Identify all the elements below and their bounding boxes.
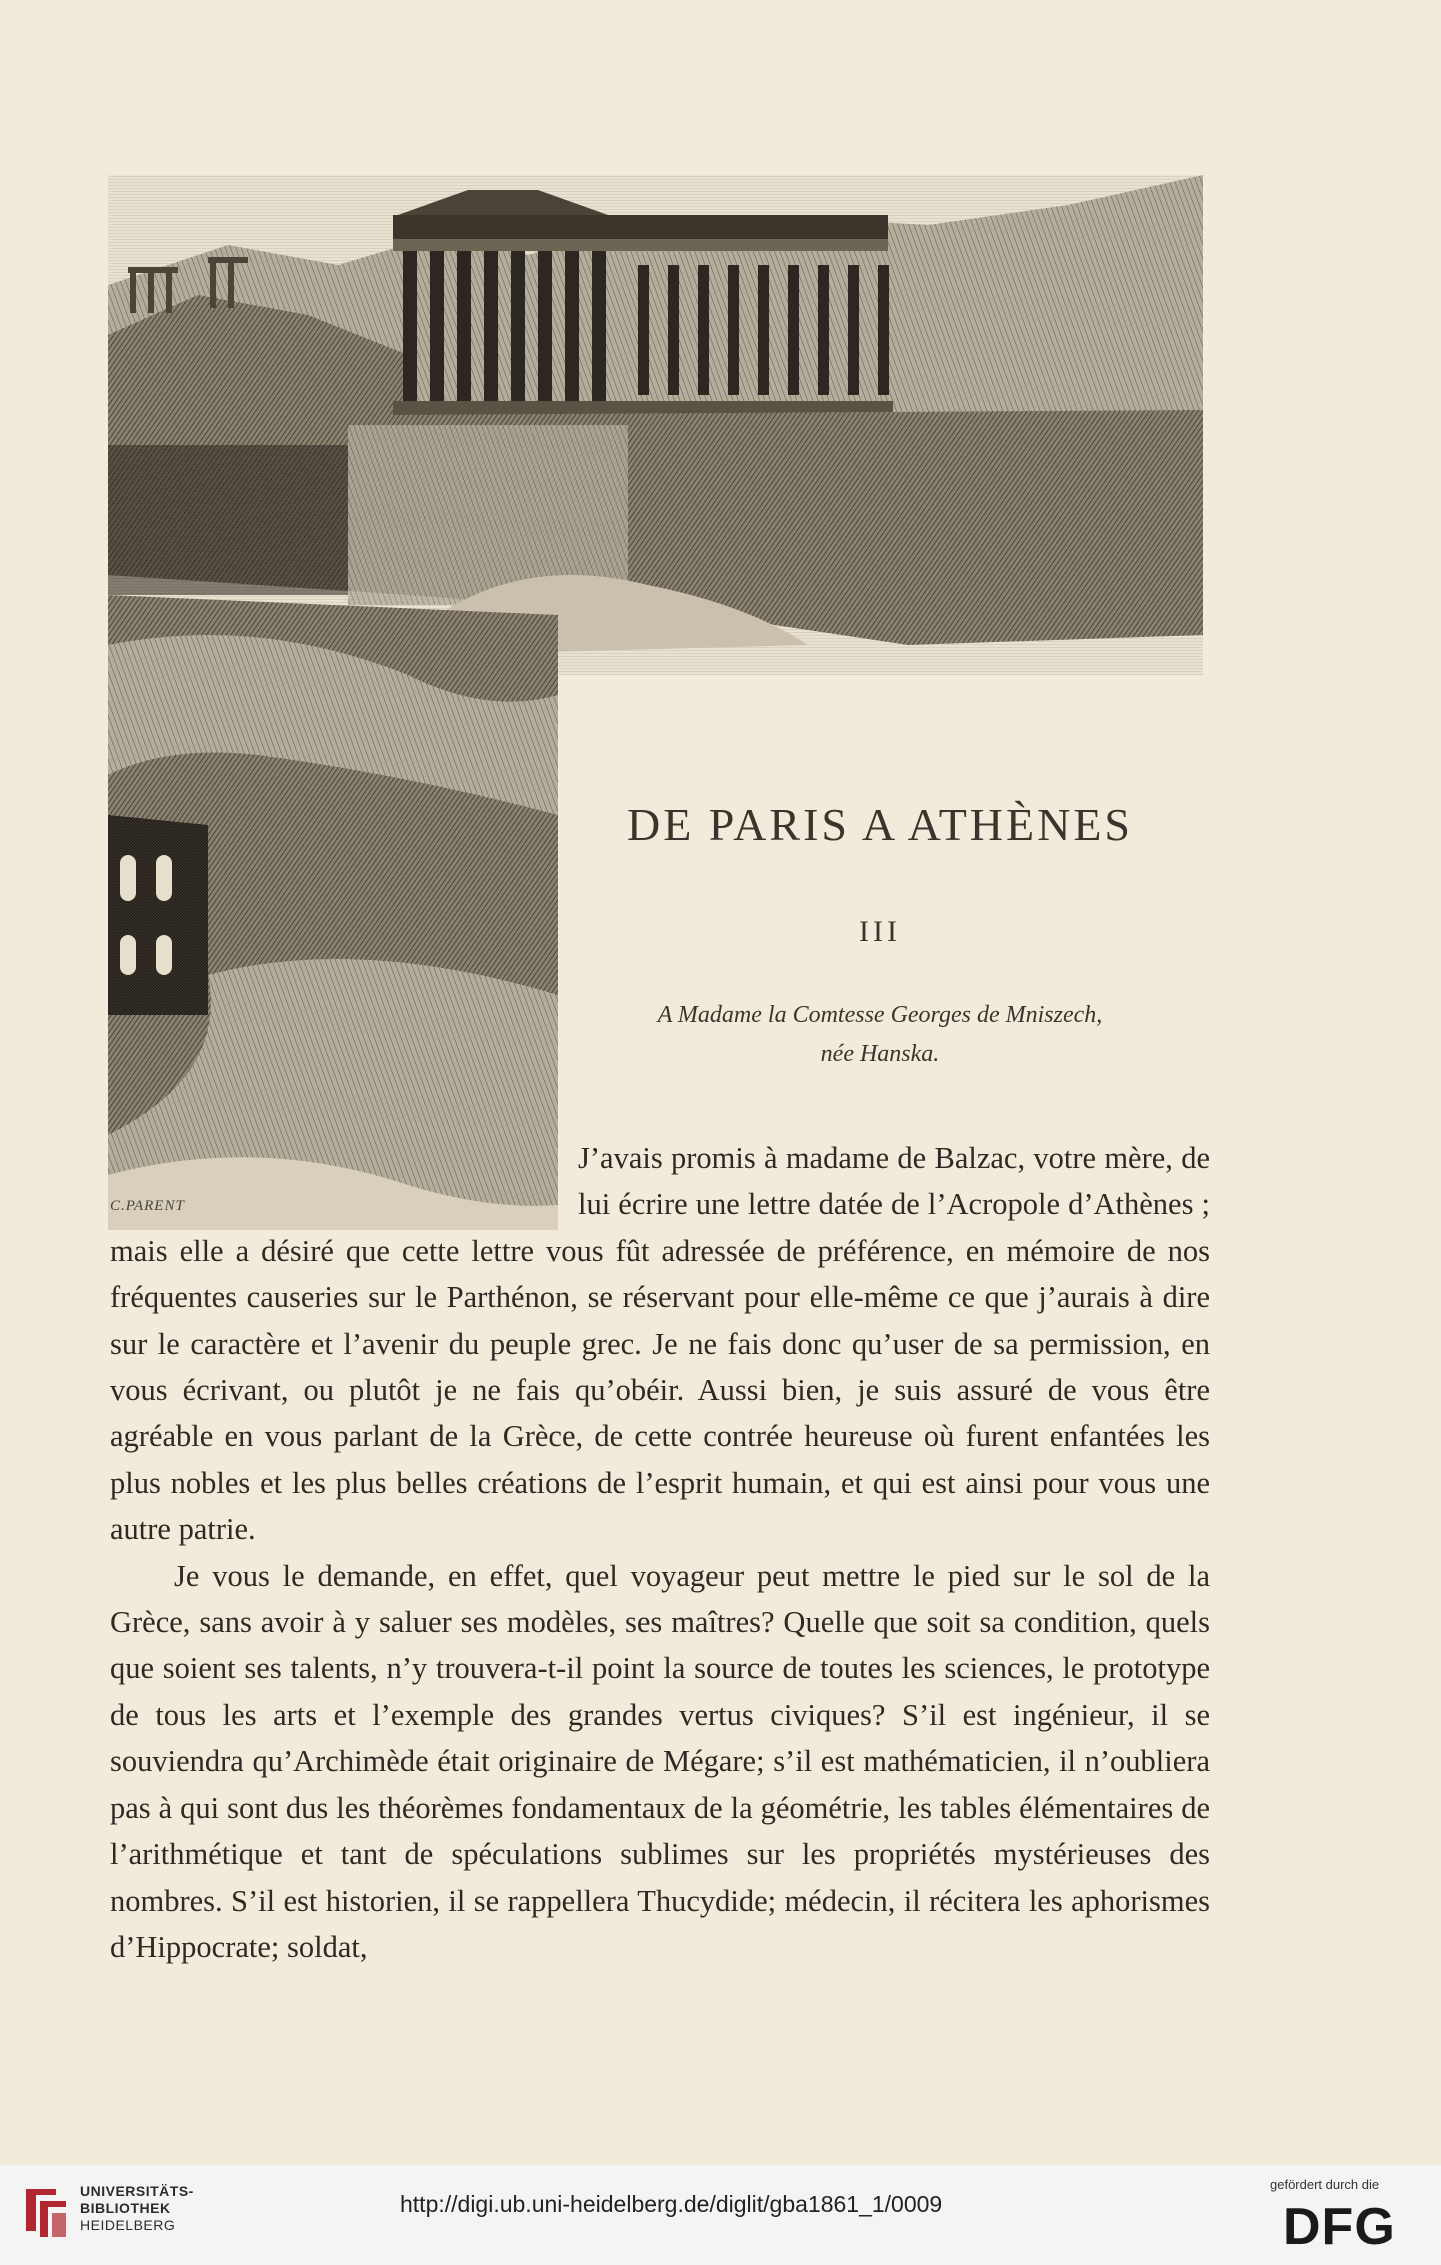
library-name-line: HEIDELBERG xyxy=(80,2217,176,2233)
parthenon-temple xyxy=(393,190,893,415)
footer-bar xyxy=(0,2165,1441,2265)
article-title: DE PARIS A ATHÈNES xyxy=(626,799,1134,850)
paragraph: Je vous le demande, en effet, quel voyageur peut mettre le pied sur le sol de la Grèce, sans avoir à y saluer ses modèles, ses maîtres? Quelle que soit sa condition, quels que soient ses talents, n’y trouvera-t-il point la source de toutes les sciences, le prototype de tous les arts et l’exemple des grandes vertus civiques? S’il est ingénieur, il se souviendra qu’Archimède était originaire de Mégare; s’il est mathématicien, il n’oubliera pas à qui sont dus les théorèmes fondamentaux de la géométrie, les tables élémentaires de l’arithmétique et tant de spéculations sublimes sur les propriétés mystérieuses des nombres. S’il est historien, il se rappellera Thucydide; médecin, il récitera les aphorismes d’Hippocrate; soldat, xyxy=(110,1558,1210,1964)
library-name-line: UNIVERSITÄTS- xyxy=(80,2183,194,2199)
library-name-line: BIBLIOTHEK xyxy=(80,2200,171,2216)
dedication-line: née Hanska. xyxy=(820,1041,940,1067)
illustration-spacer xyxy=(110,1135,578,1227)
article-body xyxy=(110,1135,1210,1970)
dedication xyxy=(560,996,1200,1074)
chapter-number: III xyxy=(859,915,901,948)
page-url[interactable]: http://digi.ub.uni-heidelberg.de/diglit/gba1861_1/0009 xyxy=(400,2191,943,2217)
sponsor-caption: gefördert durch die xyxy=(1270,2177,1380,2192)
university-library-logo-icon xyxy=(22,2181,70,2239)
dfg-logo: DFG xyxy=(1283,2198,1396,2256)
dedication-line: A Madame la Comtesse Georges de Mniszech, xyxy=(657,1002,1103,1028)
paragraph xyxy=(110,1135,1210,1553)
engraver-signature: C.PARENT xyxy=(110,1198,185,1214)
library-name xyxy=(80,2183,194,2234)
paragraph-text: J’avais promis à madame de Balzac, votre mère, de lui écrire une lettre datée de l’Acropole d’Athènes ; mais elle a désiré que cette lettre vous fût adressée de préférence, en mémoire de nos fréquentes causeries sur le Parthénon, se réservant pour elle-même ce que j’aurais à dire sur le caractère et l’avenir du peuple grec. Je ne fais donc qu’user de sa permission, en vous écrivant, ou plutôt je ne fais qu’obéir. Aussi bien, je suis assuré de vous être agréable en vous parlant de la Grèce, de cette contrée heureuse où furent enfantées les plus nobles et les plus belles créations de l’esprit humain, et qui est ainsi pour vous une autre patrie. xyxy=(110,1141,1210,1547)
